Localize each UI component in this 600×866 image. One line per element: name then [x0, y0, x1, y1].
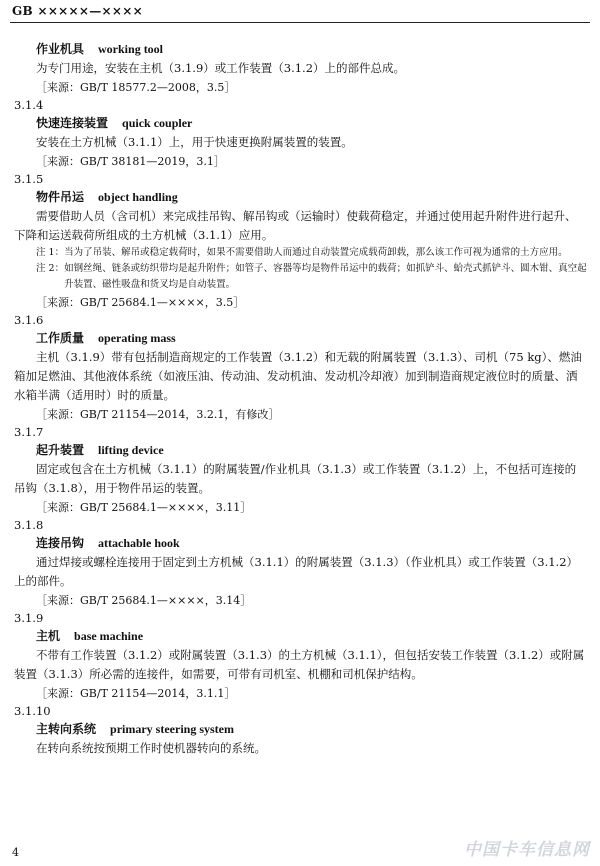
note-label: 注 1：	[36, 247, 65, 258]
term-chinese: 起升装置	[36, 443, 85, 457]
term-heading	[36, 720, 600, 739]
clause-number: 3.1.5	[14, 172, 44, 186]
term-english: operating mass	[98, 331, 176, 345]
clause-number: 3.1.10	[14, 704, 51, 718]
term-heading	[36, 40, 600, 59]
term-english: object handling	[98, 190, 178, 204]
terms-content	[0, 40, 600, 758]
term-definition: 不带有工作装置（3.1.2）或附属装置（3.1.3）的土方机械（3.1.1），但包括安装工作装置（3.1.2）或附属装置（3.1.3）所必需的连接件，如需要，可带有司机室、机棚和司机保护结构。	[14, 648, 585, 681]
page-number: 4	[12, 846, 19, 859]
term-chinese: 工作质量	[36, 331, 85, 345]
term-definition: 主机（3.1.9）带有包括制造商规定的工作装置（3.1.2）和无载的附属装置（3.1.3）、司机（75 kg）、燃油箱加足燃油、其他液体系统（如液压油、传动油、发动机油、发动机冷却液）加到制造商规定液位时的质量、洒水箱半满（适用时）时的质量。	[14, 350, 582, 402]
term-chinese: 主机	[36, 629, 61, 643]
term-entry	[0, 424, 600, 517]
term-source: ［来源：GB/T 18577.2—2008，3.5］	[36, 81, 236, 94]
clause-number: 3.1.8	[14, 518, 44, 532]
note-text: 当为了吊装、解吊或稳定载荷时，如果不需要借助人而通过自动装置完成载荷卸载，那么该工作可视为通常的土方应用。	[64, 247, 568, 258]
term-chinese: 主转向系统	[36, 722, 97, 736]
term-definition: 固定或包含在土方机械（3.1.1）的附属装置/作业机具（3.1.3）或工作装置（3.1.2）上，不包括可连接的吊钩（3.1.8），用于物件吊运的装置。	[14, 462, 577, 495]
note-label: 注 2：	[36, 263, 65, 274]
term-heading	[36, 441, 600, 460]
term-source: ［来源：GB/T 25684.1—××××，3.11］	[36, 501, 252, 514]
term-source: ［来源：GB/T 38181—2019，3.1］	[36, 155, 225, 168]
term-chinese: 快速连接装置	[36, 116, 109, 130]
clause-number: 3.1.6	[14, 313, 44, 327]
term-source: ［来源：GB/T 25684.1—××××，3.14］	[36, 594, 252, 607]
term-definition: 通过焊接或螺栓连接用于固定到土方机械（3.1.1）的附属装置（3.1.3）（作业机具）或工作装置（3.1.2）上的部件。	[14, 555, 579, 588]
term-definition: 在转向系统按预期工作时使机器转向的系统。	[36, 741, 266, 755]
term-definition: 为专门用途，安装在主机（3.1.9）或工作装置（3.1.2）上的部件总成。	[36, 61, 406, 75]
term-definition: 安装在土方机械（3.1.1）上，用于快速更换附属装置的装置。	[36, 135, 353, 149]
term-heading	[36, 534, 600, 553]
clause-number: 3.1.7	[14, 425, 44, 439]
term-heading	[36, 329, 600, 348]
term-english: attachable hook	[98, 536, 180, 550]
term-entry	[0, 703, 600, 758]
term-source: ［来源：GB/T 25684.1—××××，3.5］	[36, 296, 245, 309]
term-note	[36, 245, 592, 261]
term-english: base machine	[74, 629, 144, 643]
term-chinese: 物件吊运	[36, 190, 85, 204]
term-entry	[0, 97, 600, 171]
term-entry	[0, 171, 600, 312]
term-heading	[36, 627, 600, 646]
term-chinese: 连接吊钩	[36, 536, 85, 550]
term-entry	[0, 312, 600, 424]
term-entry	[0, 517, 600, 610]
term-definition: 需要借助人员（含司机）来完成挂吊钩、解吊钩或（运输时）使载荷稳定，并通过使用起升附件进行起升、下降和运送载荷所组成的土方机械（3.1.1）应用。	[14, 209, 577, 242]
watermark-text: 中国卡车信息网	[464, 840, 590, 860]
term-entry	[0, 610, 600, 703]
term-chinese: 作业机具	[36, 42, 85, 56]
term-english: working tool	[98, 42, 164, 56]
note-text: 如钢丝绳、链条或纺织带均是起升附件；如管子、容器等均是物件吊运中的载荷；如抓铲斗、蛤壳式抓铲斗、圆木钳、真空起升装置、磁性吸盘和货叉均是自动装置。	[64, 263, 587, 290]
term-heading	[36, 114, 600, 133]
term-heading	[36, 188, 600, 207]
clause-number: 3.1.4	[14, 98, 44, 112]
term-english: primary steering system	[110, 722, 234, 736]
term-note	[36, 261, 592, 293]
term-source: ［来源：GB/T 21154—2014，3.1.1］	[36, 687, 236, 700]
header-rule	[10, 22, 590, 23]
term-english: quick coupler	[122, 116, 193, 130]
term-source: ［来源：GB/T 21154—2014，3.2.1，有修改］	[36, 408, 280, 421]
clause-number: 3.1.9	[14, 611, 44, 625]
site-watermark	[464, 835, 590, 860]
term-entry	[0, 40, 600, 97]
term-english: lifting device	[98, 443, 164, 457]
standard-code-header: GB ×××××—××××	[12, 4, 143, 18]
